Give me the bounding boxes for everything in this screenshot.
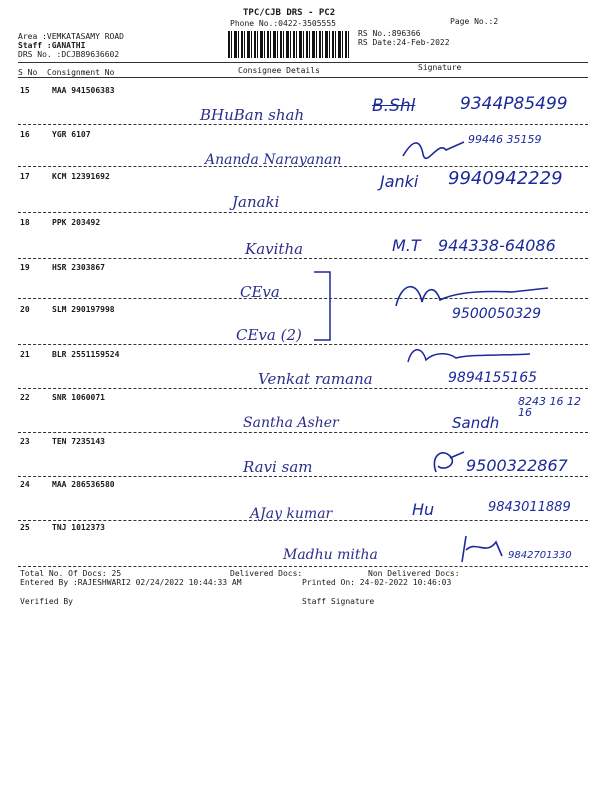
header-rule-bottom <box>18 77 588 78</box>
row-consignment: YGR 6107 <box>52 130 91 139</box>
entered-by: Entered By :RAJESHWARI2 02/24/2022 10:44:33 AM <box>20 578 242 587</box>
row-divider <box>18 476 588 477</box>
signature-scribble-icon <box>404 344 534 368</box>
row-sno: 16 <box>20 130 30 139</box>
row-consignment: MAA 286536580 <box>52 480 115 489</box>
signature-scribble: M.T <box>392 236 421 255</box>
row-sno: 17 <box>20 172 30 181</box>
barcode <box>228 31 350 58</box>
row-sno: 22 <box>20 393 30 402</box>
consignee-phone: 9500322867 <box>466 456 568 475</box>
total-docs: Total No. Of Docs: 25 <box>20 569 122 578</box>
header-rule-top <box>18 62 588 63</box>
row-sno: 19 <box>20 263 30 272</box>
phone-number: Phone No.:0422-3505555 <box>230 19 336 28</box>
consignee-name: Madhu mitha <box>283 547 378 563</box>
row-divider <box>18 432 588 433</box>
consignee-phone: 9842701330 <box>508 550 572 561</box>
printed-on: Printed On: 24-02-2022 10:46:03 <box>302 578 452 587</box>
row-consignment: HSR 2303867 <box>52 263 105 272</box>
signature-scribble: B.Shl <box>372 96 416 116</box>
consignee-phone: 8243 16 12 16 <box>518 395 581 419</box>
row-consignment: TNJ 1012373 <box>52 523 105 532</box>
consignee-phone: 9940942229 <box>448 168 563 189</box>
row-divider <box>18 566 588 567</box>
row-divider <box>18 166 588 167</box>
consignee-name: Santha Asher <box>243 415 339 431</box>
row-sno: 15 <box>20 86 30 95</box>
col-consignee: Consignee Details <box>238 66 320 75</box>
consignee-name: Ravi sam <box>243 458 313 476</box>
rs-date: RS Date:24-Feb-2022 <box>358 38 450 47</box>
non-delivered-docs: Non Delivered Docs: <box>368 569 460 578</box>
consignee-phone: 9344P85499 <box>460 94 568 114</box>
row-sno: 23 <box>20 437 30 446</box>
row-sno: 21 <box>20 350 30 359</box>
col-sno: S No <box>18 68 38 77</box>
row-divider <box>18 258 588 259</box>
area-label: Area :VEMKATASAMY ROAD <box>18 32 124 41</box>
row-divider <box>18 520 588 521</box>
col-consignment: Consignment No <box>47 68 115 77</box>
staff-label: Staff :GANATHI <box>18 41 86 50</box>
col-signature: Signature <box>418 63 462 72</box>
row-sno: 25 <box>20 523 30 532</box>
consignee-phone: 99446 35159 <box>468 133 542 146</box>
signature-scribble: Sandh <box>452 414 500 432</box>
signature-scribble-icon <box>428 446 468 476</box>
row-consignment: MAA 941506383 <box>52 86 115 95</box>
row-divider <box>18 388 588 389</box>
row-sno: 24 <box>20 480 30 489</box>
consignee-phone: 9894155165 <box>448 370 538 386</box>
rs-number: RS No.:896366 <box>358 29 421 38</box>
consignee-phone: 944338-64086 <box>438 236 556 255</box>
bracket-icon <box>312 268 338 344</box>
verified-by: Verified By <box>20 597 73 606</box>
consignee-name: Venkat ramana <box>258 370 373 388</box>
row-consignment: TEN 7235143 <box>52 437 105 446</box>
page-number: Page No.:2 <box>450 17 499 26</box>
consignee-name: CEva <box>240 283 280 301</box>
row-consignment: BLR 2551159524 <box>52 350 120 359</box>
row-divider <box>18 124 588 125</box>
row-sno: 20 <box>20 305 30 314</box>
consignee-name: BHuBan shah <box>200 106 305 124</box>
staff-signature: Staff Signature <box>302 597 375 606</box>
row-divider <box>18 212 588 213</box>
row-consignment: SLM 290197998 <box>52 305 115 314</box>
row-consignment: PPK 203492 <box>52 218 101 227</box>
drs-number: DRS No. :DCJB89636602 <box>18 50 120 59</box>
signature-scribble: Hu <box>412 500 435 519</box>
consignee-name: Ananda Narayanan <box>205 152 342 168</box>
consignee-name: Janaki <box>232 193 280 211</box>
route-title: TPC/CJB DRS - PC2 <box>243 8 336 18</box>
consignee-name: Kavitha <box>245 240 304 258</box>
row-sno: 18 <box>20 218 30 227</box>
signature-scribble-icon <box>456 532 506 566</box>
consignee-phone: 9843011889 <box>488 500 571 515</box>
row-consignment: KCM 12391692 <box>52 172 110 181</box>
consignee-name: AJay kumar <box>250 506 333 522</box>
signature-scribble-icon <box>398 134 468 162</box>
consignee-phone: 9500050329 <box>452 306 542 322</box>
signature-scribble: Janki <box>380 172 419 191</box>
delivered-docs: Delivered Docs: <box>230 569 303 578</box>
row-consignment: SNR 1060071 <box>52 393 105 402</box>
consignee-name: CEva (2) <box>236 326 302 344</box>
